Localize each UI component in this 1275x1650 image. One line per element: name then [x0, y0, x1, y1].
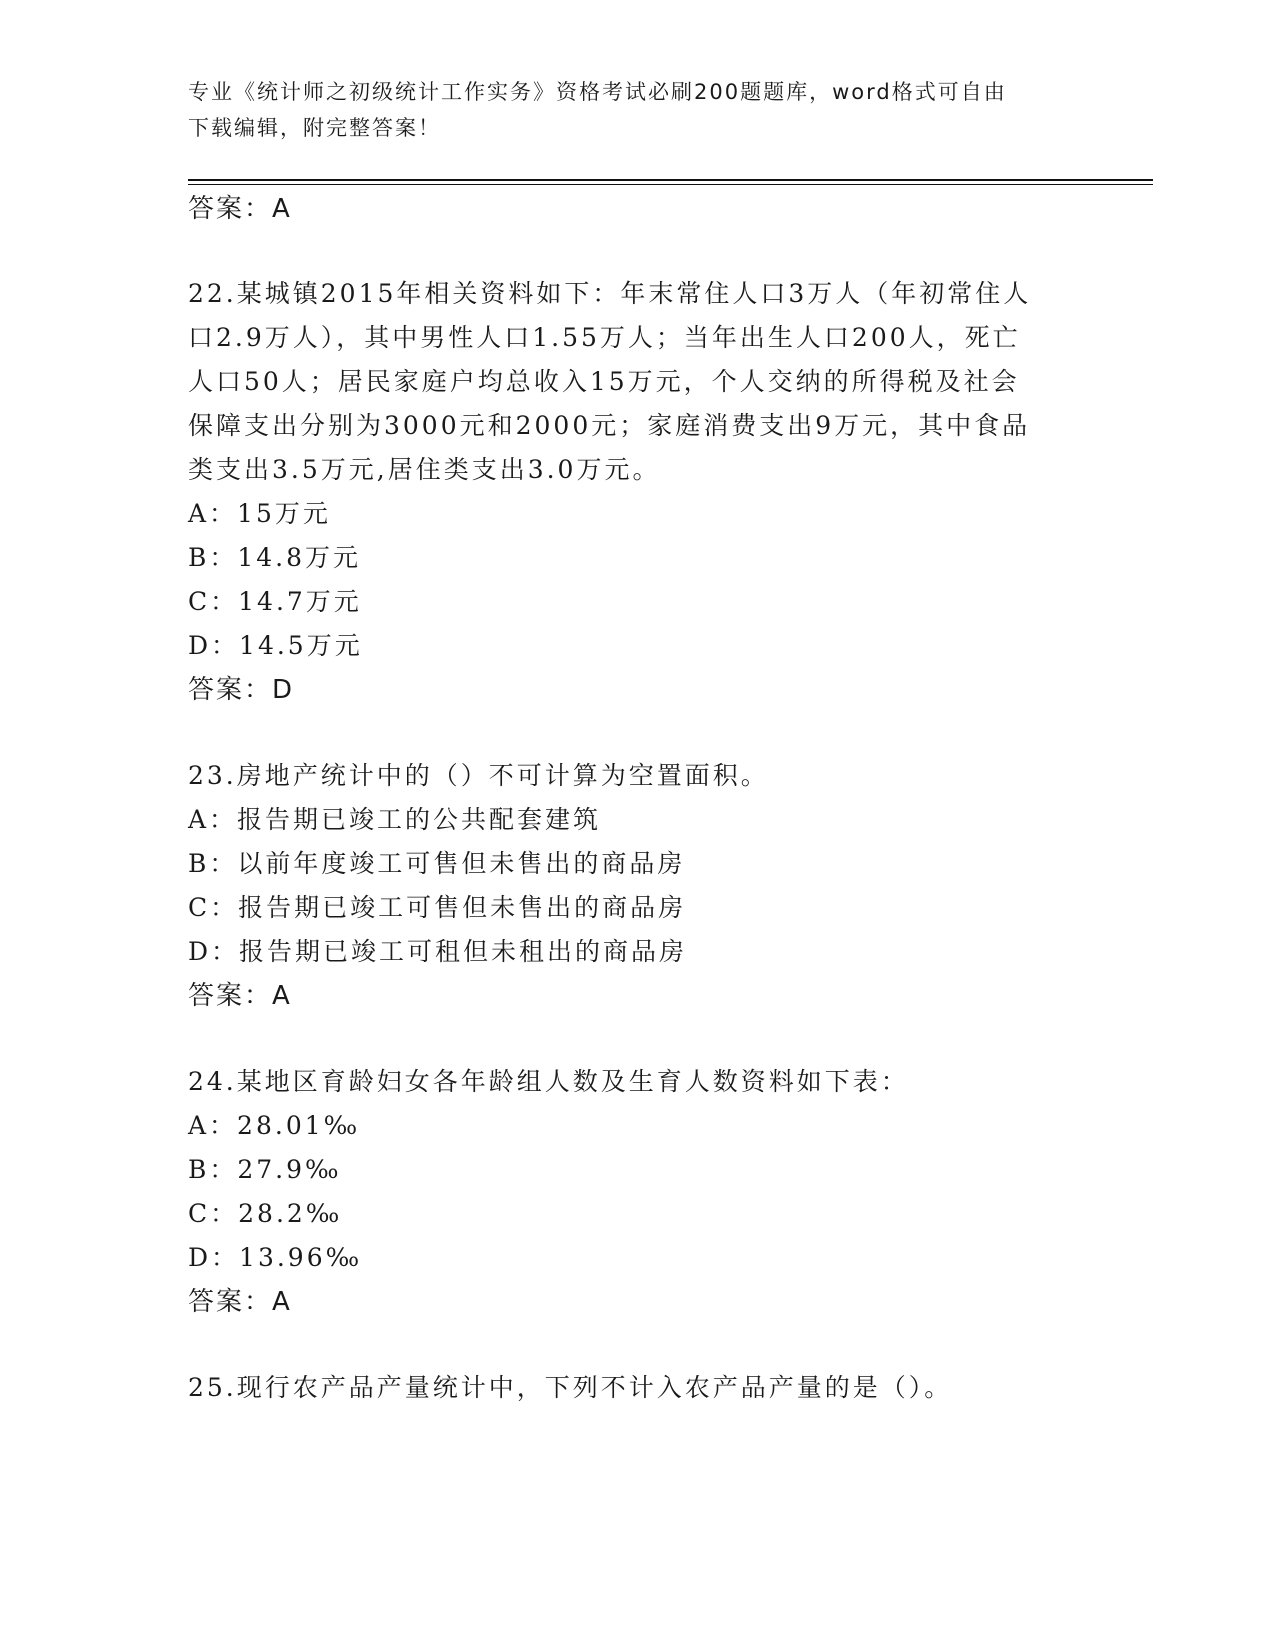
question-22-option-a: A：15万元 [188, 499, 331, 528]
question-23-answer: 答案：A [188, 981, 292, 1011]
question-23-option-b: B：以前年度竣工可售但未售出的商品房 [188, 849, 686, 878]
question-22-answer: 答案：D [188, 675, 295, 705]
header-line-2: 下载编辑，附完整答案！ [188, 116, 441, 140]
question-22-stem-line: 口2.9万人），其中男性人口1.55万人；当年出生人口200人，死亡 [188, 323, 1021, 352]
page-header [188, 74, 1088, 146]
question-22-stem-line: 保障支出分别为3000元和2000元；家庭消费支出9万元，其中食品 [188, 411, 1031, 440]
question-23-option-a: A：报告期已竣工的公共配套建筑 [188, 805, 602, 834]
question-23-stem-line: 23.房地产统计中的（）不可计算为空置面积。 [188, 761, 769, 790]
question-23-option-d: D：报告期已竣工可租但未租出的商品房 [188, 937, 688, 966]
question-22-option-c: C：14.7万元 [188, 587, 362, 616]
answer-line: 答案：A [188, 194, 292, 224]
question-24-stem-line: 24.某地区育龄妇女各年龄组人数及生育人数资料如下表： [188, 1067, 909, 1096]
question-24-option-c: C：28.2‰ [188, 1199, 343, 1228]
question-22-option-d: D：14.5万元 [188, 631, 363, 660]
question-22-stem-line: 类支出3.5万元,居住类支出3.0万元。 [188, 455, 661, 484]
header-divider [188, 179, 1153, 181]
question-24-answer: 答案：A [188, 1287, 292, 1317]
header-divider-thin [188, 184, 1153, 185]
header-line-1: 专业《统计师之初级统计工作实务》资格考试必刷200题题库，word格式可自由 [188, 80, 1007, 104]
question-24-option-b: B：27.9‰ [188, 1155, 342, 1184]
question-25-stem-line: 25.现行农产品产量统计中，下列不计入农产品产量的是（）。 [188, 1373, 953, 1402]
question-24-option-a: A：28.01‰ [188, 1111, 361, 1140]
question-22-stem-line: 人口50人；居民家庭户均总收入15万元，个人交纳的所得税及社会 [188, 367, 1020, 396]
question-24-option-d: D：13.96‰ [188, 1243, 363, 1272]
question-22-stem-line: 22.某城镇2015年相关资料如下：年末常住人口3万人（年初常住人 [188, 279, 1032, 308]
question-23-option-c: C：报告期已竣工可售但未售出的商品房 [188, 893, 687, 922]
question-22-option-b: B：14.8万元 [188, 543, 362, 572]
